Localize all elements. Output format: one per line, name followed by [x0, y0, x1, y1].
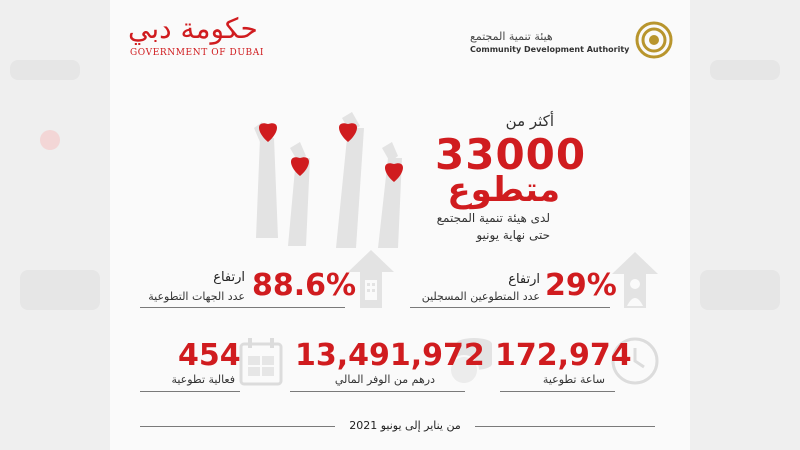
volunteer-hours-label: ساعة تطوعية — [542, 373, 605, 386]
ghost-shape — [20, 270, 100, 310]
financial-savings-label: درهم من الوفر المالي — [334, 373, 435, 386]
entities-underline — [140, 307, 345, 308]
events-underline — [140, 391, 240, 392]
registered-volunteers-value: 29% — [545, 268, 617, 303]
ghost-shape — [710, 60, 780, 80]
left-blurred-background — [0, 0, 110, 450]
headline-volunteer-word: متطوع — [447, 170, 560, 210]
headline-more-than: أكثر من — [505, 112, 554, 130]
hours-underline — [500, 391, 615, 392]
headline-subtitle-line1: لدى هيئة تنمية المجتمع — [436, 211, 550, 225]
volunteer-hours-value: 172,974 — [495, 338, 632, 373]
volunteer-entities-label: عدد الجهات التطوعية — [148, 290, 245, 303]
dubai-government-logo-english: GOVERNMENT OF DUBAI — [130, 48, 265, 58]
cda-emblem-icon — [634, 20, 674, 60]
volunteer-events-value: 454 — [178, 338, 241, 373]
registered-volunteers-label: عدد المتطوعين المسجلين — [421, 290, 540, 303]
registered-volunteers-title: ارتفاع — [508, 272, 540, 287]
ghost-shape — [700, 270, 780, 310]
right-blurred-background — [690, 0, 800, 450]
infographic-card — [110, 0, 690, 450]
upward-arrow-person-icon — [610, 250, 660, 310]
ghost-heart — [40, 130, 60, 150]
volunteer-entities-title: ارتفاع — [213, 270, 245, 285]
calendar-icon — [238, 336, 284, 386]
headline-volunteer-count: 33000 — [435, 130, 587, 179]
footer-period: من يناير إلى يونيو 2021 — [349, 419, 461, 432]
financial-savings-value: 13,491,972 — [295, 338, 485, 373]
headline-subtitle-line2: حتى نهاية يونيو — [476, 228, 550, 242]
volunteer-events-label: فعالية تطوعية — [171, 373, 235, 386]
dubai-government-logo-arabic: حكومة دبي — [128, 12, 258, 45]
footer-rule-left — [140, 426, 335, 427]
volunteer-entities-value: 88.6% — [252, 268, 357, 303]
raised-hands-hearts-icon — [248, 98, 438, 248]
footer-rule-right — [475, 426, 655, 427]
cda-logo-arabic: هيئة تنمية المجتمع — [470, 30, 553, 43]
ghost-shape — [10, 60, 80, 80]
savings-underline — [290, 391, 465, 392]
registered-underline — [410, 307, 610, 308]
cda-logo-english: Community Development Authority — [470, 45, 630, 54]
